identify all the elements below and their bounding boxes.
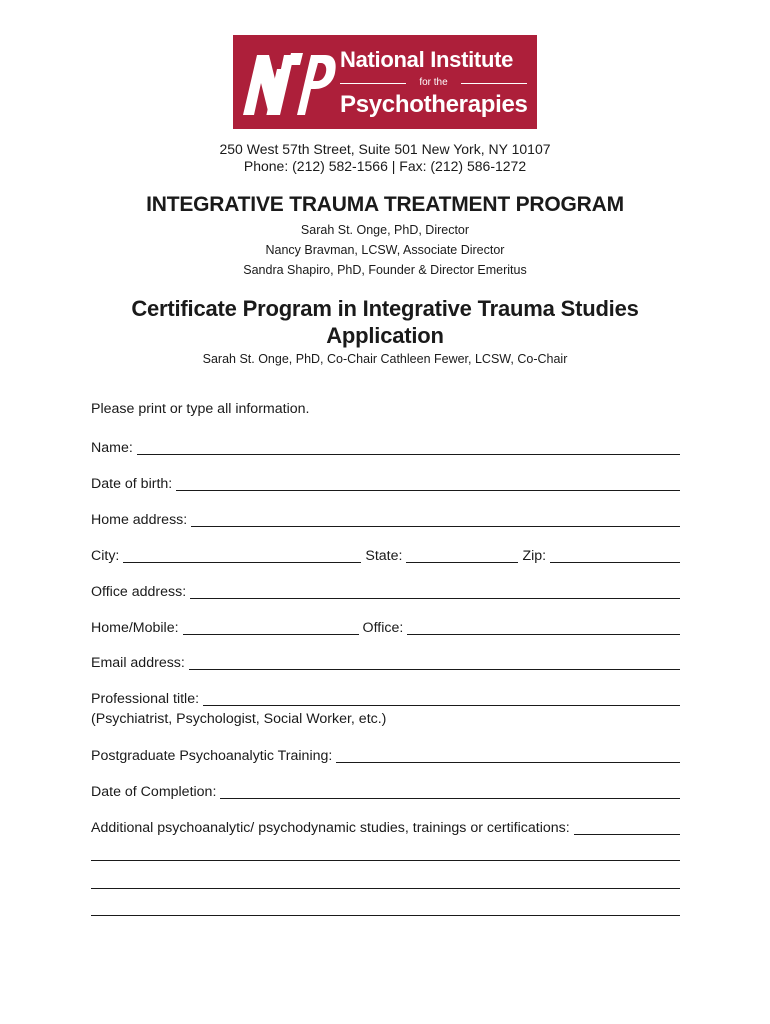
logo-for-the: for the <box>419 77 448 88</box>
staff-director: Sarah St. Onge, PhD, Director <box>300 223 470 237</box>
zip-line[interactable] <box>550 562 680 563</box>
home-address-line[interactable] <box>191 526 680 527</box>
name-line[interactable] <box>137 454 680 455</box>
logo-rule-right <box>461 83 527 84</box>
form-instructions: Please print or type all information. <box>91 401 310 417</box>
office-address-field[interactable] <box>91 581 680 601</box>
completion-date-line[interactable] <box>220 798 680 799</box>
phone-row <box>91 617 680 637</box>
staff-associate-director: Nancy Bravman, LCSW, Associate Director <box>265 243 505 257</box>
certificate-title: Certificate Program in Integrative Trauma Studies <box>131 296 639 321</box>
home-address-label: Home address: <box>91 512 188 528</box>
office-phone-label: Office: <box>362 620 404 636</box>
address: 250 West 57th Street, Suite 501 New York, NY 10107 <box>219 141 551 157</box>
staff-founder: Sandra Shapiro, PhD, Founder & Director Emeritus <box>243 263 527 277</box>
program-title: INTEGRATIVE TRAUMA TREATMENT PROGRAM <box>146 193 624 216</box>
nip-logo-mark <box>237 43 337 121</box>
office-address-label: Office address: <box>91 584 187 600</box>
professional-title-line[interactable] <box>203 705 680 706</box>
additional-studies-line-3[interactable] <box>91 888 680 889</box>
dob-field[interactable] <box>91 473 680 493</box>
office-phone-line[interactable] <box>407 634 680 635</box>
additional-studies-line-4[interactable] <box>91 915 680 916</box>
name-field[interactable] <box>91 437 680 457</box>
email-label: Email address: <box>91 655 185 671</box>
home-mobile-line[interactable] <box>183 634 359 635</box>
dob-line[interactable] <box>176 490 680 491</box>
certificate-subtitle: Application <box>326 323 444 348</box>
city-state-zip-row <box>91 545 680 565</box>
additional-studies-line[interactable] <box>574 834 680 835</box>
additional-studies-label: Additional psychoanalytic/ psychodynamic studies, trainings or certifications: <box>91 820 570 836</box>
logo-title-line1: National Institute <box>340 47 514 72</box>
completion-date-label: Date of Completion: <box>91 784 217 800</box>
additional-studies-field[interactable] <box>91 817 680 837</box>
logo-title-line3: Psychotherapies <box>340 91 528 118</box>
completion-date-field[interactable] <box>91 781 680 801</box>
postgrad-training-line[interactable] <box>336 762 680 763</box>
office-address-line[interactable] <box>190 598 680 599</box>
professional-title-field[interactable] <box>91 688 680 708</box>
home-mobile-label: Home/Mobile: <box>91 620 179 636</box>
postgrad-training-label: Postgraduate Psychoanalytic Training: <box>91 748 333 764</box>
zip-label: Zip: <box>522 548 547 564</box>
postgrad-training-field[interactable] <box>91 745 680 765</box>
additional-studies-line-2[interactable] <box>91 860 680 861</box>
nip-logo <box>233 35 537 129</box>
co-chairs: Sarah St. Onge, PhD, Co-Chair Cathleen Fewer, LCSW, Co-Chair <box>202 352 568 366</box>
dob-label: Date of birth: <box>91 476 173 492</box>
phone-fax: Phone: (212) 582-1566 | Fax: (212) 586-1272 <box>243 158 527 174</box>
email-field[interactable] <box>91 652 680 672</box>
professional-title-hint: (Psychiatrist, Psychologist, Social Worker, etc.) <box>91 711 387 727</box>
home-address-field[interactable] <box>91 509 680 529</box>
city-label: City: <box>91 548 120 564</box>
state-line[interactable] <box>406 562 518 563</box>
state-label: State: <box>365 548 403 564</box>
name-label: Name: <box>91 440 133 456</box>
email-line[interactable] <box>189 669 680 670</box>
professional-title-label: Professional title: <box>91 691 200 707</box>
city-line[interactable] <box>123 562 361 563</box>
logo-title-line2 <box>340 77 527 89</box>
